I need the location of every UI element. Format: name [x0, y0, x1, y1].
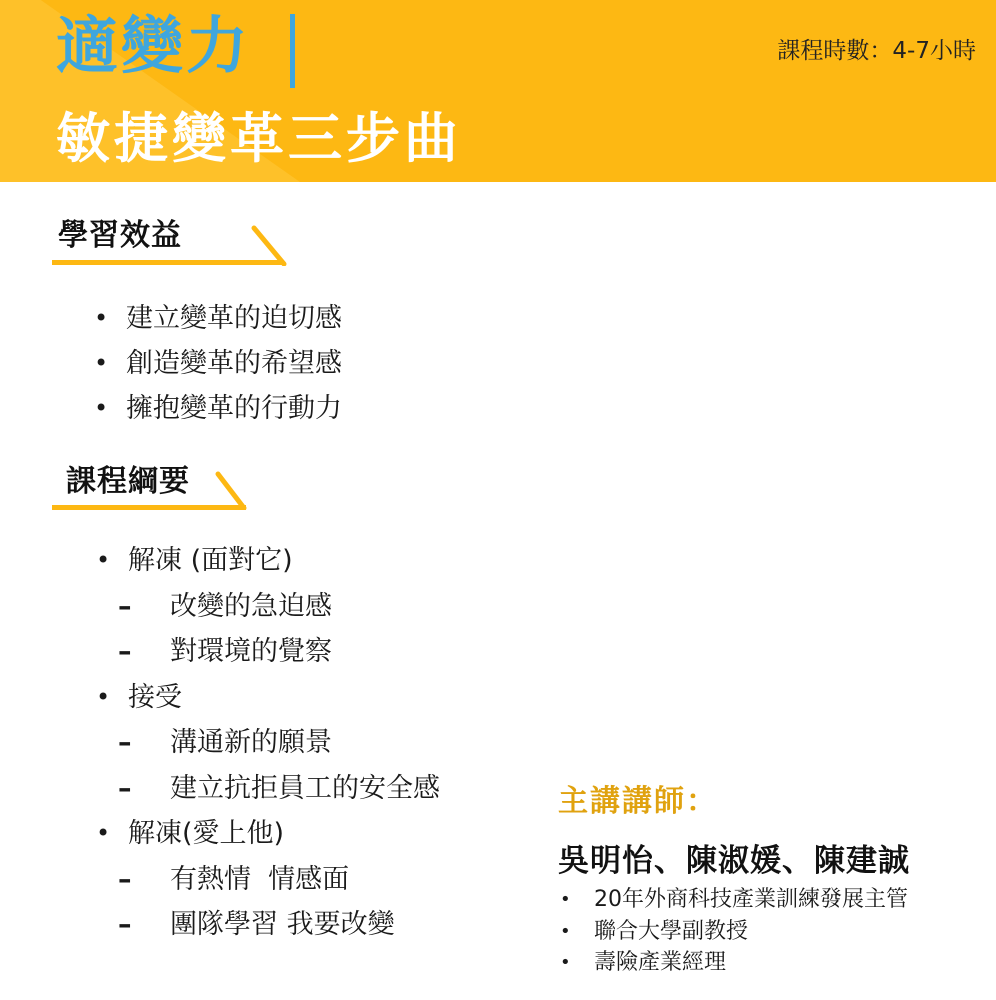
list-item: • 創造變革的希望感 — [94, 341, 342, 386]
outline-subitem: – 有熱情 情感面 — [96, 857, 440, 903]
outline-item: • 解凍 (面對它) — [96, 538, 440, 584]
outline-heading: 課程綱要 — [66, 464, 190, 499]
course-hours: 課程時數：4-7小時 — [777, 38, 976, 64]
outline-list — [96, 538, 440, 948]
lecturer-names: 吳明怡、陳淑媛、陳建誠 — [558, 843, 910, 879]
outline-slash-icon — [214, 470, 250, 510]
benefits-heading: 學習效益 — [58, 218, 182, 253]
lecturer-heading: 主講講師： — [558, 784, 718, 819]
outline-item: • 接受 — [96, 675, 440, 721]
benefits-list — [94, 296, 342, 431]
outline-subitem: – 對環境的覺察 — [96, 629, 440, 675]
list-item: • 壽險產業經理 — [558, 947, 908, 979]
list-item: • 20年外商科技產業訓練發展主管 — [558, 884, 908, 916]
benefits-slash-icon — [250, 224, 290, 266]
title-divider — [290, 14, 295, 88]
list-item: • 建立變革的迫切感 — [94, 296, 342, 341]
outline-item: • 解凍(愛上他) — [96, 811, 440, 857]
outline-subitem: – 團隊學習 我要改變 — [96, 902, 440, 948]
course-subtitle: 敏捷變革三步曲 — [56, 107, 462, 170]
list-item: • 擁抱變革的行動力 — [94, 386, 342, 431]
course-title: 適變力 — [56, 9, 252, 82]
outline-subitem: – 溝通新的願景 — [96, 720, 440, 766]
header-banner — [0, 0, 996, 182]
lecturer-credentials — [558, 884, 908, 979]
outline-subitem: – 改變的急迫感 — [96, 584, 440, 630]
list-item: • 聯合大學副教授 — [558, 916, 908, 948]
outline-subitem: – 建立抗拒員工的安全感 — [96, 766, 440, 812]
